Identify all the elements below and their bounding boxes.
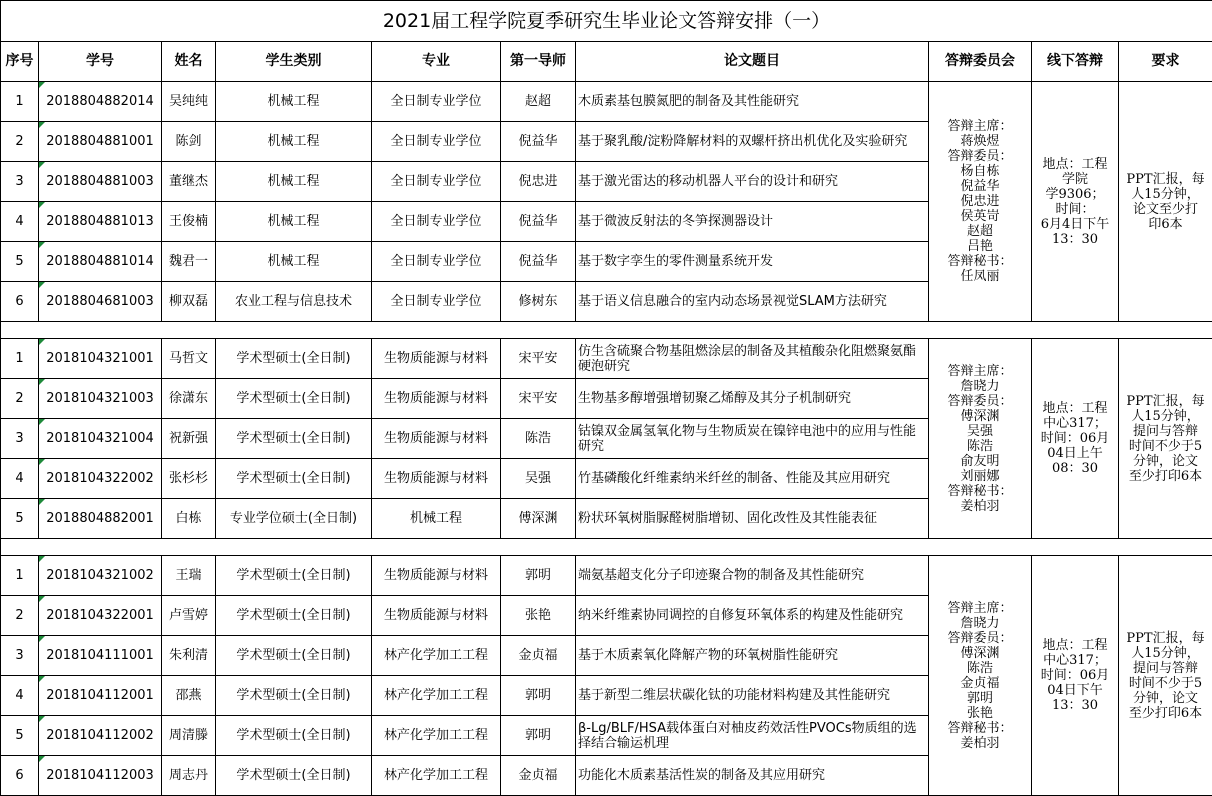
student-id — [39, 202, 162, 242]
student-id-text: 2018804882014 — [46, 94, 154, 109]
row-number: 3 — [1, 636, 39, 676]
defense-committee-line: 傅深渊 — [931, 409, 1029, 424]
defense-committee-line: 赵超 — [931, 224, 1029, 239]
student-name: 白栋 — [162, 499, 216, 539]
first-advisor: 倪益华 — [501, 242, 576, 282]
student-id — [39, 756, 162, 796]
group-spacer — [1, 539, 1212, 556]
defense-requirement-line: 至少打印6本 — [1121, 706, 1210, 721]
thesis-topic: 基于微波反射法的冬笋探测器设计 — [576, 202, 929, 242]
header-requirement: 要求 — [1119, 42, 1212, 82]
student-category: 机械工程 — [216, 122, 372, 162]
student-category: 学术型硕士(全日制) — [216, 339, 372, 379]
spacer-cell — [929, 322, 1032, 339]
first-advisor: 郭明 — [501, 716, 576, 756]
defense-committee-line: 陈浩 — [931, 439, 1029, 454]
table-row — [1, 556, 1212, 596]
offline-defense-info-line: 13：30 — [1034, 698, 1116, 713]
row-number: 2 — [1, 596, 39, 636]
student-id-text: 2018104112001 — [46, 688, 154, 703]
header-major: 专业 — [372, 42, 501, 82]
row-number: 5 — [1, 242, 39, 282]
defense-committee-line: 答辩秘书： — [931, 721, 1029, 736]
thesis-topic: 粉状环氧树脂脲醛树脂增韧、固化改性及其性能表征 — [576, 499, 929, 539]
student-category: 学术型硕士(全日制) — [216, 419, 372, 459]
defense-committee-line: 答辩委员： — [931, 631, 1029, 646]
student-name: 柳双磊 — [162, 282, 216, 322]
student-major: 全日制专业学位 — [372, 82, 501, 122]
table-row — [1, 82, 1212, 122]
student-id — [39, 676, 162, 716]
defense-committee — [929, 339, 1032, 539]
row-number: 1 — [1, 339, 39, 379]
student-name: 陈剑 — [162, 122, 216, 162]
defense-committee-line: 倪忠进 — [931, 194, 1029, 209]
offline-defense-info-line: 6月4日下午 — [1034, 217, 1116, 232]
student-category: 学术型硕士(全日制) — [216, 596, 372, 636]
header-student-id: 学号 — [39, 42, 162, 82]
row-number: 1 — [1, 556, 39, 596]
comment-marker-icon — [39, 756, 45, 762]
defense-requirement-line: PPT汇报，每 — [1121, 631, 1210, 646]
student-id-text: 2018104112002 — [46, 728, 154, 743]
student-major: 生物质能源与材料 — [372, 339, 501, 379]
student-major: 林产化学加工工程 — [372, 756, 501, 796]
first-advisor: 倪忠进 — [501, 162, 576, 202]
defense-requirement-line: 印6本 — [1121, 217, 1210, 232]
defense-committee-line: 吴强 — [931, 424, 1029, 439]
row-number: 6 — [1, 282, 39, 322]
student-major: 林产化学加工工程 — [372, 716, 501, 756]
row-number: 4 — [1, 459, 39, 499]
row-number: 2 — [1, 379, 39, 419]
offline-defense-info — [1032, 339, 1119, 539]
first-advisor: 倪益华 — [501, 202, 576, 242]
header-name: 姓名 — [162, 42, 216, 82]
student-category: 学术型硕士(全日制) — [216, 459, 372, 499]
defense-committee-line: 蒋焕煜 — [931, 134, 1029, 149]
thesis-topic: 基于语义信息融合的室内动态场景视觉SLAM方法研究 — [576, 282, 929, 322]
header-topic: 论文题目 — [576, 42, 929, 82]
defense-requirement-line: PPT汇报，每 — [1121, 394, 1210, 409]
thesis-topic: 纳米纤维素协同调控的自修复环氧体系的构建及性能研究 — [576, 596, 929, 636]
student-category: 学术型硕士(全日制) — [216, 379, 372, 419]
offline-defense-info-line: 时间：06月 — [1034, 431, 1116, 446]
spacer-cell — [216, 322, 372, 339]
defense-requirement-line: 分钟，论文 — [1121, 691, 1210, 706]
student-major: 全日制专业学位 — [372, 122, 501, 162]
offline-defense-info-line: 04日上午 — [1034, 446, 1116, 461]
defense-committee-line: 姜柏羽 — [931, 736, 1029, 751]
comment-marker-icon — [39, 82, 45, 88]
defense-requirement-line: 人15分钟， — [1121, 187, 1210, 202]
student-category: 学术型硕士(全日制) — [216, 756, 372, 796]
student-id-text: 2018804881001 — [46, 134, 154, 149]
thesis-topic: 基于聚乳酸/淀粉降解材料的双螺杆挤出机优化及实验研究 — [576, 122, 929, 162]
student-major: 林产化学加工工程 — [372, 636, 501, 676]
student-id-text: 2018104112003 — [46, 768, 154, 783]
defense-requirement-line: PPT汇报，每 — [1121, 172, 1210, 187]
thesis-topic: 端氨基超支化分子印迹聚合物的制备及其性能研究 — [576, 556, 929, 596]
first-advisor: 赵超 — [501, 82, 576, 122]
defense-committee-line: 答辩委员： — [931, 149, 1029, 164]
comment-marker-icon — [39, 162, 45, 168]
student-id — [39, 716, 162, 756]
student-category: 学术型硕士(全日制) — [216, 676, 372, 716]
student-name: 魏君一 — [162, 242, 216, 282]
comment-marker-icon — [39, 202, 45, 208]
first-advisor: 傅深渊 — [501, 499, 576, 539]
student-category: 机械工程 — [216, 162, 372, 202]
thesis-topic: 功能化木质素基活性炭的制备及其应用研究 — [576, 756, 929, 796]
thesis-topic: 钴镍双金属氢氧化物与生物质炭在镍锌电池中的应用与性能研究 — [576, 419, 929, 459]
student-id — [39, 636, 162, 676]
defense-committee-line: 答辩主席： — [931, 364, 1029, 379]
student-name: 张杉杉 — [162, 459, 216, 499]
first-advisor: 倪益华 — [501, 122, 576, 162]
defense-committee-line: 刘丽娜 — [931, 469, 1029, 484]
spacer-cell — [501, 539, 576, 556]
comment-marker-icon — [39, 676, 45, 682]
student-category: 学术型硕士(全日制) — [216, 556, 372, 596]
offline-defense-info-line: 时间： — [1034, 202, 1116, 217]
student-name: 王俊楠 — [162, 202, 216, 242]
defense-requirement — [1119, 339, 1212, 539]
student-major: 机械工程 — [372, 499, 501, 539]
spacer-cell — [1119, 539, 1212, 556]
group-spacer — [1, 322, 1212, 339]
comment-marker-icon — [39, 282, 45, 288]
comment-marker-icon — [39, 122, 45, 128]
student-id — [39, 242, 162, 282]
student-category: 机械工程 — [216, 202, 372, 242]
offline-defense-info-line: 13：30 — [1034, 232, 1116, 247]
spacer-cell — [372, 322, 501, 339]
header-advisor: 第一导师 — [501, 42, 576, 82]
spacer-cell — [372, 539, 501, 556]
comment-marker-icon — [39, 339, 45, 345]
defense-requirement-line: 提问与答辩 — [1121, 424, 1210, 439]
defense-requirement-line: 提问与答辩 — [1121, 661, 1210, 676]
defense-requirement — [1119, 556, 1212, 796]
student-major: 全日制专业学位 — [372, 242, 501, 282]
comment-marker-icon — [39, 499, 45, 505]
comment-marker-icon — [39, 556, 45, 562]
student-id-text: 2018104321001 — [46, 351, 154, 366]
student-name: 周清滕 — [162, 716, 216, 756]
comment-marker-icon — [39, 636, 45, 642]
defense-committee-line: 答辩秘书： — [931, 484, 1029, 499]
defense-requirement-line: 分钟，论文 — [1121, 454, 1210, 469]
defense-committee-line: 俞友明 — [931, 454, 1029, 469]
student-id — [39, 282, 162, 322]
thesis-topic: 基于新型二维层状碳化钛的功能材料构建及其性能研究 — [576, 676, 929, 716]
student-category: 机械工程 — [216, 242, 372, 282]
first-advisor: 宋平安 — [501, 339, 576, 379]
defense-committee-line: 侯英岢 — [931, 209, 1029, 224]
student-id-text: 2018804882001 — [46, 511, 154, 526]
comment-marker-icon — [39, 716, 45, 722]
student-id — [39, 82, 162, 122]
spacer-cell — [1119, 322, 1212, 339]
header-offline-defense: 线下答辩 — [1032, 42, 1119, 82]
student-id-text: 2018104321002 — [46, 568, 154, 583]
student-id — [39, 339, 162, 379]
spacer-cell — [1, 322, 39, 339]
offline-defense-info-line: 学院 — [1034, 172, 1116, 187]
page-title: 2021届工程学院夏季研究生毕业论文答辩安排（一） — [1, 1, 1212, 42]
comment-marker-icon — [39, 459, 45, 465]
student-id-text: 2018104321003 — [46, 391, 154, 406]
offline-defense-info-line: 地点：工程 — [1034, 638, 1116, 653]
student-major: 生物质能源与材料 — [372, 556, 501, 596]
first-advisor: 吴强 — [501, 459, 576, 499]
student-name: 邵燕 — [162, 676, 216, 716]
student-name: 马哲文 — [162, 339, 216, 379]
first-advisor: 宋平安 — [501, 379, 576, 419]
thesis-topic: 基于激光雷达的移动机器人平台的设计和研究 — [576, 162, 929, 202]
student-id — [39, 459, 162, 499]
offline-defense-info-line: 中心317； — [1034, 416, 1116, 431]
student-id-text: 2018804881013 — [46, 214, 154, 229]
comment-marker-icon — [39, 242, 45, 248]
student-name: 王瑞 — [162, 556, 216, 596]
thesis-topic: 生物基多醇增强增韧聚乙烯醇及其分子机制研究 — [576, 379, 929, 419]
defense-committee-line: 吕艳 — [931, 239, 1029, 254]
student-category: 农业工程与信息技术 — [216, 282, 372, 322]
defense-requirement-line: 人15分钟， — [1121, 646, 1210, 661]
student-id-text: 2018804681003 — [46, 294, 154, 309]
student-id — [39, 379, 162, 419]
student-major: 生物质能源与材料 — [372, 459, 501, 499]
defense-committee-line: 姜柏羽 — [931, 499, 1029, 514]
spacer-cell — [1032, 539, 1119, 556]
defense-committee-line: 詹晓力 — [931, 616, 1029, 631]
first-advisor: 郭明 — [501, 556, 576, 596]
student-major: 全日制专业学位 — [372, 202, 501, 242]
student-category: 学术型硕士(全日制) — [216, 716, 372, 756]
row-number: 6 — [1, 756, 39, 796]
student-category: 学术型硕士(全日制) — [216, 636, 372, 676]
first-advisor: 修树东 — [501, 282, 576, 322]
student-id-text: 2018804881003 — [46, 174, 154, 189]
spacer-cell — [1, 539, 39, 556]
offline-defense-info-line: 08：30 — [1034, 461, 1116, 476]
row-number: 5 — [1, 716, 39, 756]
thesis-topic: 木质素基包膜氮肥的制备及其性能研究 — [576, 82, 929, 122]
defense-committee-line: 金贞福 — [931, 676, 1029, 691]
comment-marker-icon — [39, 379, 45, 385]
spacer-cell — [1032, 322, 1119, 339]
defense-requirement-line: 人15分钟， — [1121, 409, 1210, 424]
defense-committee — [929, 82, 1032, 322]
student-name: 吴纯纯 — [162, 82, 216, 122]
student-id — [39, 122, 162, 162]
spacer-cell — [216, 539, 372, 556]
student-major: 生物质能源与材料 — [372, 596, 501, 636]
defense-committee-line: 答辩主席： — [931, 601, 1029, 616]
comment-marker-icon — [39, 596, 45, 602]
student-id-text: 2018104322002 — [46, 471, 154, 486]
row-number: 3 — [1, 419, 39, 459]
student-id-text: 2018104111001 — [46, 648, 154, 663]
first-advisor: 张艳 — [501, 596, 576, 636]
defense-committee-line: 陈浩 — [931, 661, 1029, 676]
header-committee: 答辩委员会 — [929, 42, 1032, 82]
student-category: 机械工程 — [216, 82, 372, 122]
offline-defense-info-line: 时间：06月 — [1034, 668, 1116, 683]
defense-committee-line: 答辩委员： — [931, 394, 1029, 409]
spacer-cell — [576, 322, 929, 339]
student-major: 全日制专业学位 — [372, 162, 501, 202]
student-name: 祝新强 — [162, 419, 216, 459]
row-number: 1 — [1, 82, 39, 122]
student-name: 徐潇东 — [162, 379, 216, 419]
student-id-text: 2018104321004 — [46, 431, 154, 446]
defense-committee-line: 答辩秘书： — [931, 254, 1029, 269]
defense-committee-line: 詹晓力 — [931, 379, 1029, 394]
student-major: 生物质能源与材料 — [372, 419, 501, 459]
defense-requirement-line: 时间不少于5 — [1121, 439, 1210, 454]
first-advisor: 郭明 — [501, 676, 576, 716]
defense-requirement-line: 时间不少于5 — [1121, 676, 1210, 691]
spacer-cell — [501, 322, 576, 339]
spacer-cell — [162, 322, 216, 339]
defense-requirement-line: 至少打印6本 — [1121, 469, 1210, 484]
row-number: 5 — [1, 499, 39, 539]
student-major: 生物质能源与材料 — [372, 379, 501, 419]
student-name: 周志丹 — [162, 756, 216, 796]
offline-defense-info-line: 地点：工程 — [1034, 157, 1116, 172]
defense-committee-line: 答辩主席： — [931, 119, 1029, 134]
student-id — [39, 499, 162, 539]
offline-defense-info-line: 中心317； — [1034, 653, 1116, 668]
defense-committee-line: 倪益华 — [931, 179, 1029, 194]
offline-defense-info-line: 地点：工程 — [1034, 401, 1116, 416]
thesis-topic: 竹基磷酸化纤维素纳米纤丝的制备、性能及其应用研究 — [576, 459, 929, 499]
row-number: 2 — [1, 122, 39, 162]
offline-defense-info-line: 04日下午 — [1034, 683, 1116, 698]
defense-requirement — [1119, 82, 1212, 322]
thesis-topic: 基于数字孪生的零件测量系统开发 — [576, 242, 929, 282]
thesis-topic: 基于木质素氧化降解产物的环氧树脂性能研究 — [576, 636, 929, 676]
offline-defense-info-line: 学9306； — [1034, 187, 1116, 202]
student-major: 全日制专业学位 — [372, 282, 501, 322]
spacer-cell — [162, 539, 216, 556]
defense-committee-line: 傅深渊 — [931, 646, 1029, 661]
comment-marker-icon — [39, 419, 45, 425]
thesis-topic: β-Lg/BLF/HSA载体蛋白对柚皮药效活性PVOCs物质组的选择结合输运机理 — [576, 716, 929, 756]
student-category: 专业学位硕士(全日制) — [216, 499, 372, 539]
student-name: 朱利清 — [162, 636, 216, 676]
header-category: 学生类别 — [216, 42, 372, 82]
student-id — [39, 556, 162, 596]
defense-committee-line: 任凤丽 — [931, 269, 1029, 284]
offline-defense-info — [1032, 82, 1119, 322]
first-advisor: 陈浩 — [501, 419, 576, 459]
first-advisor: 金贞福 — [501, 756, 576, 796]
student-name: 董继杰 — [162, 162, 216, 202]
student-id — [39, 162, 162, 202]
defense-requirement-line: 论文至少打 — [1121, 202, 1210, 217]
spacer-cell — [39, 539, 162, 556]
student-id-text: 2018804881014 — [46, 254, 154, 269]
student-id — [39, 596, 162, 636]
student-name: 卢雪婷 — [162, 596, 216, 636]
spacer-cell — [576, 539, 929, 556]
spacer-cell — [929, 539, 1032, 556]
row-number: 3 — [1, 162, 39, 202]
defense-committee-line: 郭明 — [931, 691, 1029, 706]
student-id-text: 2018104322001 — [46, 608, 154, 623]
table-row — [1, 339, 1212, 379]
defense-committee-line: 张艳 — [931, 706, 1029, 721]
spacer-cell — [39, 322, 162, 339]
defense-committee — [929, 556, 1032, 796]
header-no: 序号 — [1, 42, 39, 82]
thesis-topic: 仿生含硫聚合物基阻燃涂层的制备及其植酸杂化阻燃聚氨酯硬泡研究 — [576, 339, 929, 379]
header-row — [1, 42, 1212, 82]
offline-defense-info — [1032, 556, 1119, 796]
student-major: 林产化学加工工程 — [372, 676, 501, 716]
row-number: 4 — [1, 676, 39, 716]
student-id — [39, 419, 162, 459]
defense-committee-line: 杨自栋 — [931, 164, 1029, 179]
first-advisor: 金贞福 — [501, 636, 576, 676]
row-number: 4 — [1, 202, 39, 242]
